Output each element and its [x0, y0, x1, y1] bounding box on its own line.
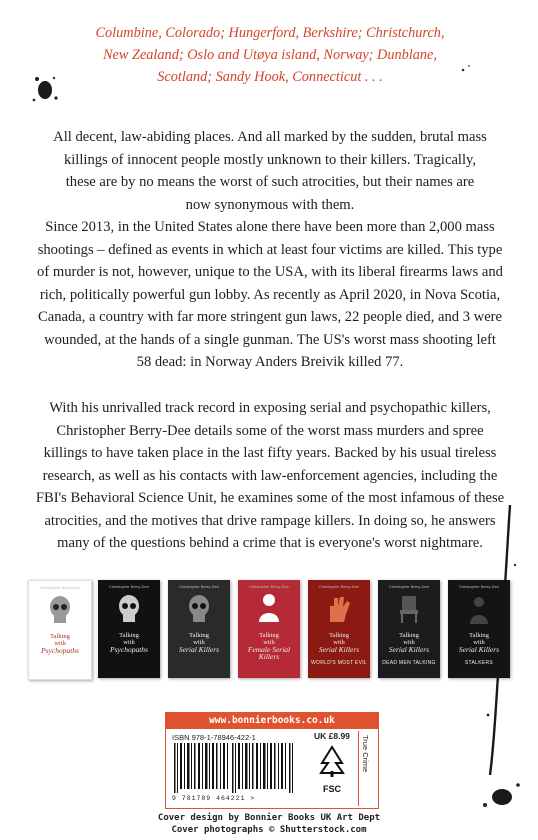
book-author: Christopher Berry-Dee: [458, 584, 499, 589]
text-line: With his unrivalled track record in exposing serial and psychopathic killers,: [49, 400, 491, 416]
book-title-line: with: [333, 639, 345, 646]
book-title-line: with: [193, 639, 205, 646]
text-line: Christopher Berry-Dee details some of the worst mass murders and spree: [56, 422, 484, 439]
book-band: DEAD MEN TALKING: [382, 660, 436, 666]
text-line: Since 2013, in the United States alone there have been more than 2,000 mass: [45, 219, 495, 235]
book-title-line: with: [403, 639, 415, 646]
book-author: Christopher Berry-Dee: [318, 584, 359, 589]
cover-credits: [0, 812, 538, 836]
skull-icon: [186, 594, 212, 624]
book-title-line: Talking: [50, 633, 70, 640]
book-author: Christopher Berry-Dee: [108, 584, 149, 589]
book-title: [98, 632, 160, 653]
text-line: these are by no means the worst of such atrocities, but their names are: [65, 174, 475, 190]
book-title-line: Talking: [259, 632, 279, 639]
price-label: UK £8.99: [314, 731, 350, 741]
barcode-panel: [165, 712, 379, 809]
book-title-line: Talking: [189, 632, 209, 639]
book-title-line: with: [263, 639, 275, 646]
book-title: [238, 632, 300, 660]
chair-icon: [396, 594, 422, 624]
book-title: [29, 633, 91, 654]
book-band: WORLD'S MOST EVIL: [311, 660, 367, 666]
publisher-url[interactable]: www.bonnierbooks.co.uk: [166, 713, 378, 729]
skull-icon: [116, 594, 142, 624]
text-line: research, as well as his contacts with law-enforcement agencies, including the: [42, 467, 498, 484]
text-line: now synonymous with them.: [185, 196, 355, 213]
text-line: many of the questions behind a crime that is everyone's worst nightmare.: [57, 535, 483, 551]
text-line: killings of innocent people mostly unknown to their killers. Tragically,: [63, 151, 477, 168]
text-line: FBI's Behavioral Science Unit, he examines some of the most infamous of these: [35, 490, 505, 506]
other-titles-row: [20, 580, 516, 685]
book-author: Christopher Berry-Dee: [388, 584, 429, 589]
genre-label-box: [358, 731, 377, 806]
text-line: killings to have taken place in the last fifty years. Backed by his usual tireless: [43, 445, 497, 461]
book-subject: Serial Killers: [318, 645, 360, 654]
text-line: wounded, at the hands of a single gunman. The US's worst mass shooting left: [44, 331, 496, 348]
credit-line: Cover photographs © Shutterstock.com: [171, 825, 367, 835]
silhouette-icon: [466, 594, 492, 624]
isbn-number: ISBN 978-1-78946-422-1: [172, 733, 256, 742]
book-subject: Serial Killers: [178, 645, 220, 654]
book-title: [168, 632, 230, 653]
text-line: shootings – defined as events in which at least four victims are killed. This type: [37, 241, 503, 258]
headline-line: New Zealand; Oslo and Utøya island, Norway; Dunblane,: [103, 47, 437, 63]
book-title-line: Talking: [399, 632, 419, 639]
book-cover: [448, 580, 510, 678]
book-cover: [308, 580, 370, 678]
location-headline: [60, 22, 480, 88]
figure-icon: [256, 592, 282, 624]
barcode-icon: [172, 743, 302, 793]
book-title: [378, 632, 440, 653]
ink-splatter-top-left: [28, 70, 64, 110]
book-cover: [98, 580, 160, 678]
text-line: Canada, a country with far more stringent gun laws, 22 people died, and 3 were: [37, 309, 503, 325]
hand-icon: [324, 594, 354, 624]
fsc-logo: [311, 745, 353, 794]
book-title-line: with: [473, 639, 485, 646]
book-author: Christopher Berry-Dee: [248, 584, 289, 589]
text-line: rich, politically powerful gun lobby. As recently as April 2020, in Nova Scotia,: [39, 286, 501, 303]
book-title-line: Talking: [119, 632, 139, 639]
book-subject: Psychopaths: [41, 646, 79, 655]
book-cover: [238, 580, 300, 678]
book-title-line: with: [123, 639, 135, 646]
book-cover: [28, 580, 92, 680]
blurb-paragraph-1: [34, 126, 506, 216]
book-subject: Serial Killers: [458, 645, 500, 654]
blurb-paragraph-2: [34, 216, 506, 374]
text-line: 58 dead: in Norway Anders Breivik killed 77.: [136, 354, 404, 370]
book-cover: [168, 580, 230, 678]
fsc-label: FSC: [323, 784, 341, 794]
text-line: of murder is not, however, unique to the USA, with its liberal firearms laws and: [37, 264, 503, 280]
text-line: All decent, law-abiding places. And all marked by the sudden, brutal mass: [53, 129, 487, 145]
book-author: Christopher Berry-Dee: [39, 585, 80, 590]
credit-line: Cover design by Bonnier Books UK Art Dept: [157, 813, 381, 823]
fsc-tree-icon: [317, 745, 347, 779]
book-title: [308, 632, 370, 653]
book-title: [448, 632, 510, 653]
headline-line: Scotland; Sandy Hook, Connecticut . . .: [157, 69, 383, 85]
text-line: atrocities, and the motives that drive rampage killers. In doing so, he answers: [44, 512, 496, 529]
skull-icon: [47, 595, 73, 625]
book-subject: Serial Killers: [388, 645, 430, 654]
book-title-line: Talking: [469, 632, 489, 639]
barcode-digits: 9 781789 464221 >: [172, 795, 256, 802]
book-band: STALKERS: [464, 660, 494, 666]
headline-line: Columbine, Colorado; Hungerford, Berkshire; Christchurch,: [95, 25, 445, 41]
blurb-paragraph-3: [34, 397, 506, 555]
genre-label: True Crime: [361, 735, 370, 773]
book-title-line: Talking: [329, 632, 349, 639]
book-title-line: with: [54, 640, 66, 647]
book-cover: [378, 580, 440, 678]
book-subject: Psychopaths: [110, 645, 148, 654]
book-subject: Female Serial Killers: [247, 645, 291, 661]
book-author: Christopher Berry-Dee: [178, 584, 219, 589]
